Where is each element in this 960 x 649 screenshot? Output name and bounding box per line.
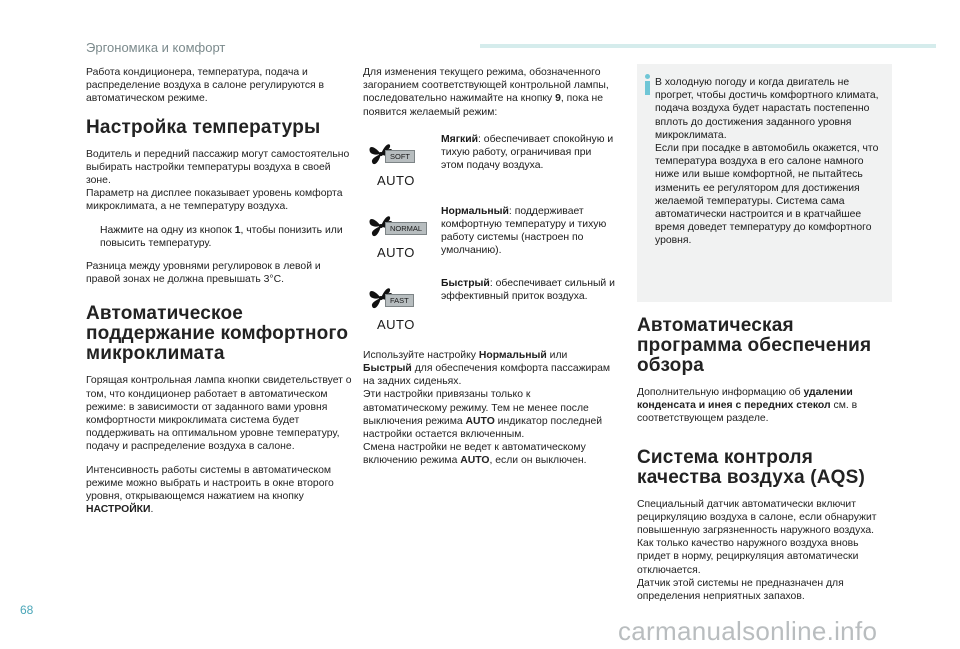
auto-label: AUTO [377, 316, 415, 332]
aqs-paragraph-2: Как только качество наружного воздуха вновь придет в норму, рециркуляция автоматически отключается. [637, 538, 859, 576]
mode-fast [363, 277, 616, 341]
heading-visibility [637, 316, 892, 376]
column-1 [86, 66, 354, 526]
modes-outro-3 [363, 441, 616, 467]
modes-button-number: 9 [555, 93, 561, 105]
heading-auto-comfort [86, 304, 354, 364]
mode-soft [363, 133, 616, 197]
modes-outro-2 [363, 388, 616, 441]
bullet-text-pre: Нажмите на одну из кнопок [100, 224, 235, 236]
page-number: 68 [20, 603, 34, 617]
outro2-auto: AUTO [465, 415, 495, 427]
auto-paragraph-2 [86, 464, 354, 517]
info-icon [645, 74, 651, 96]
outro-a: Используйте настройку [363, 349, 479, 361]
column-2 [363, 66, 616, 478]
mode-name: Нормальный [441, 205, 509, 217]
heading-aqs-line-1: Система контроля [637, 446, 813, 468]
temperature-bullet [86, 224, 354, 250]
heading-visibility-line-3: обзора [637, 355, 705, 376]
modes-intro-b: , пока не появится желаемый режим: [363, 93, 604, 118]
visibility-c: см. в соответствующем разделе. [637, 400, 858, 425]
mode-desc: : обеспечивает сильный и эффективный приток воздуха. [441, 277, 615, 303]
info-box [637, 64, 892, 302]
outro2-c: индикатор последней настройки остается включенным. [363, 415, 603, 441]
visibility-a: Дополнительную информацию об [637, 387, 804, 398]
auto-paragraph-1: Горящая контрольная лампа кнопки свидетельствует о том, что кондиционер работает в автоматическом режиме: в зависимости от заданного вами уровня комфортности микроклимата система будет поддерживать на оптимальном уровне температуру, подачу и распределение воздуха в салоне. [86, 375, 352, 453]
visibility-paragraph [637, 386, 892, 426]
modes-outro-1 [363, 349, 616, 389]
modes-intro [363, 66, 616, 119]
heading-auto-line-2: поддержание комфортного [86, 323, 349, 345]
fan-mode-soft-icon [363, 133, 435, 197]
mode-normal [363, 205, 616, 269]
outro-c: или [546, 349, 568, 361]
heading-auto-line-3: микроклимата [86, 343, 225, 365]
mode-normal-description [441, 205, 616, 269]
bullet-text-post: , чтобы понизить или повысить температуру. [100, 224, 343, 249]
watermark: carmanualsonline.info [618, 616, 878, 646]
settings-button-label: НАСТРОЙКИ [86, 504, 151, 516]
auto-p2-text: Интенсивность работы системы в автоматическом режиме можно выбрать и настроить в окне второго уровня, открывающемся нажатием на кнопку [86, 464, 334, 503]
aqs-paragraph-1: Специальный датчик автоматически включит рециркуляцию воздуха в салоне, если обнаружит повышенную загрязненность наружного воздуха. [637, 498, 877, 537]
temperature-paragraph-2: Разница между уровнями регулировок в левой и правой зонах не должна превышать 3°C. [86, 261, 321, 286]
column-3 [637, 66, 892, 613]
fan-mode-normal-icon [363, 205, 435, 269]
heading-auto-line-1: Автоматическое [86, 303, 244, 325]
mode-name: Быстрый [441, 277, 490, 289]
fan-mode-fast-icon [363, 277, 435, 341]
heading-visibility-line-2: программа обеспечения [637, 335, 872, 356]
heading-temperature: Настройка температуры [86, 116, 321, 138]
mode-fast-description [441, 277, 616, 341]
header-bar [480, 44, 936, 48]
heading-visibility-line-1: Автоматическая [637, 315, 794, 336]
temperature-paragraph-1b: Параметр на дисплее показывает уровень комфорта микроклимата, а не температуру воздуха. [86, 188, 343, 213]
mode-soft-description [441, 133, 616, 197]
outro3-auto: AUTO [460, 455, 490, 467]
aqs-paragraph-3: Датчик этой системы не предназначен для определения неприятных запахов. [637, 577, 844, 603]
heading-aqs-line-2: качества воздуха (AQS) [637, 466, 866, 488]
auto-p2-end: . [150, 504, 154, 516]
mode-desc: : поддерживает комфортную температуру и тихую работу системы (настроен по умолчанию). [441, 205, 607, 257]
info-paragraph-1: В холодную погоду и когда двигатель не прогрет, чтобы достичь комфортного климата, подача воздуха будет нарастать постепенно вплоть до достижения заданного уровня микроклимата. [655, 77, 879, 141]
outro-fast: Быстрый [363, 363, 412, 375]
bullet-button-number: 1 [234, 224, 241, 236]
outro3-a: Смена настройки не ведет к автоматическому включению режима [363, 442, 586, 467]
mode-name: Мягкий [441, 133, 479, 145]
info-paragraph-2: Если при посадке в автомобиль окажется, что температура воздуха в его салоне намного ниже или выше комфортной, не пытайтесь изменить ее регулятором для достижения желаемой температуры. Система сама автоматически настроится и в кратчайшее время доведет температуру до комфортного уровня. [655, 143, 879, 247]
outro-e: для обеспечения комфорта пассажирам на задних сиденьях. [363, 363, 611, 388]
mode-tag: NORMAL [385, 222, 427, 235]
auto-label: AUTO [377, 172, 415, 188]
header-title: Эргономика и комфорт [86, 40, 226, 55]
outro3-c: , если он выключен. [489, 455, 587, 467]
mode-tag: SOFT [385, 150, 415, 163]
mode-desc: : обеспечивает спокойную и тихую работу, ограничивая при этом подачу воздуха. [441, 133, 614, 172]
bullet-mark-icon [86, 224, 100, 250]
temperature-paragraph-1a: Водитель и передний пассажир могут самостоятельно выбирать настройки температуры воздуха в своей зоне. [86, 148, 350, 187]
outro2-a: Эти настройки привязаны только к автоматическому режиму. Тем не менее после выключения режима [363, 389, 589, 427]
auto-label: AUTO [377, 244, 415, 260]
intro-paragraph: Работа кондиционера, температура, подача и распределение воздуха в салоне регулируются в автоматическом режиме. [86, 67, 325, 105]
outro-normal: Нормальный [478, 349, 547, 361]
visibility-link-text: удалении конденсата и инея с передних стекол [637, 387, 853, 412]
mode-tag: FAST [385, 294, 414, 307]
heading-aqs [637, 448, 892, 488]
modes-intro-a: Для изменения текущего режима, обозначенного загоранием соответствующей контрольной лампы, последовательно нажимайте на кнопку [363, 67, 609, 105]
